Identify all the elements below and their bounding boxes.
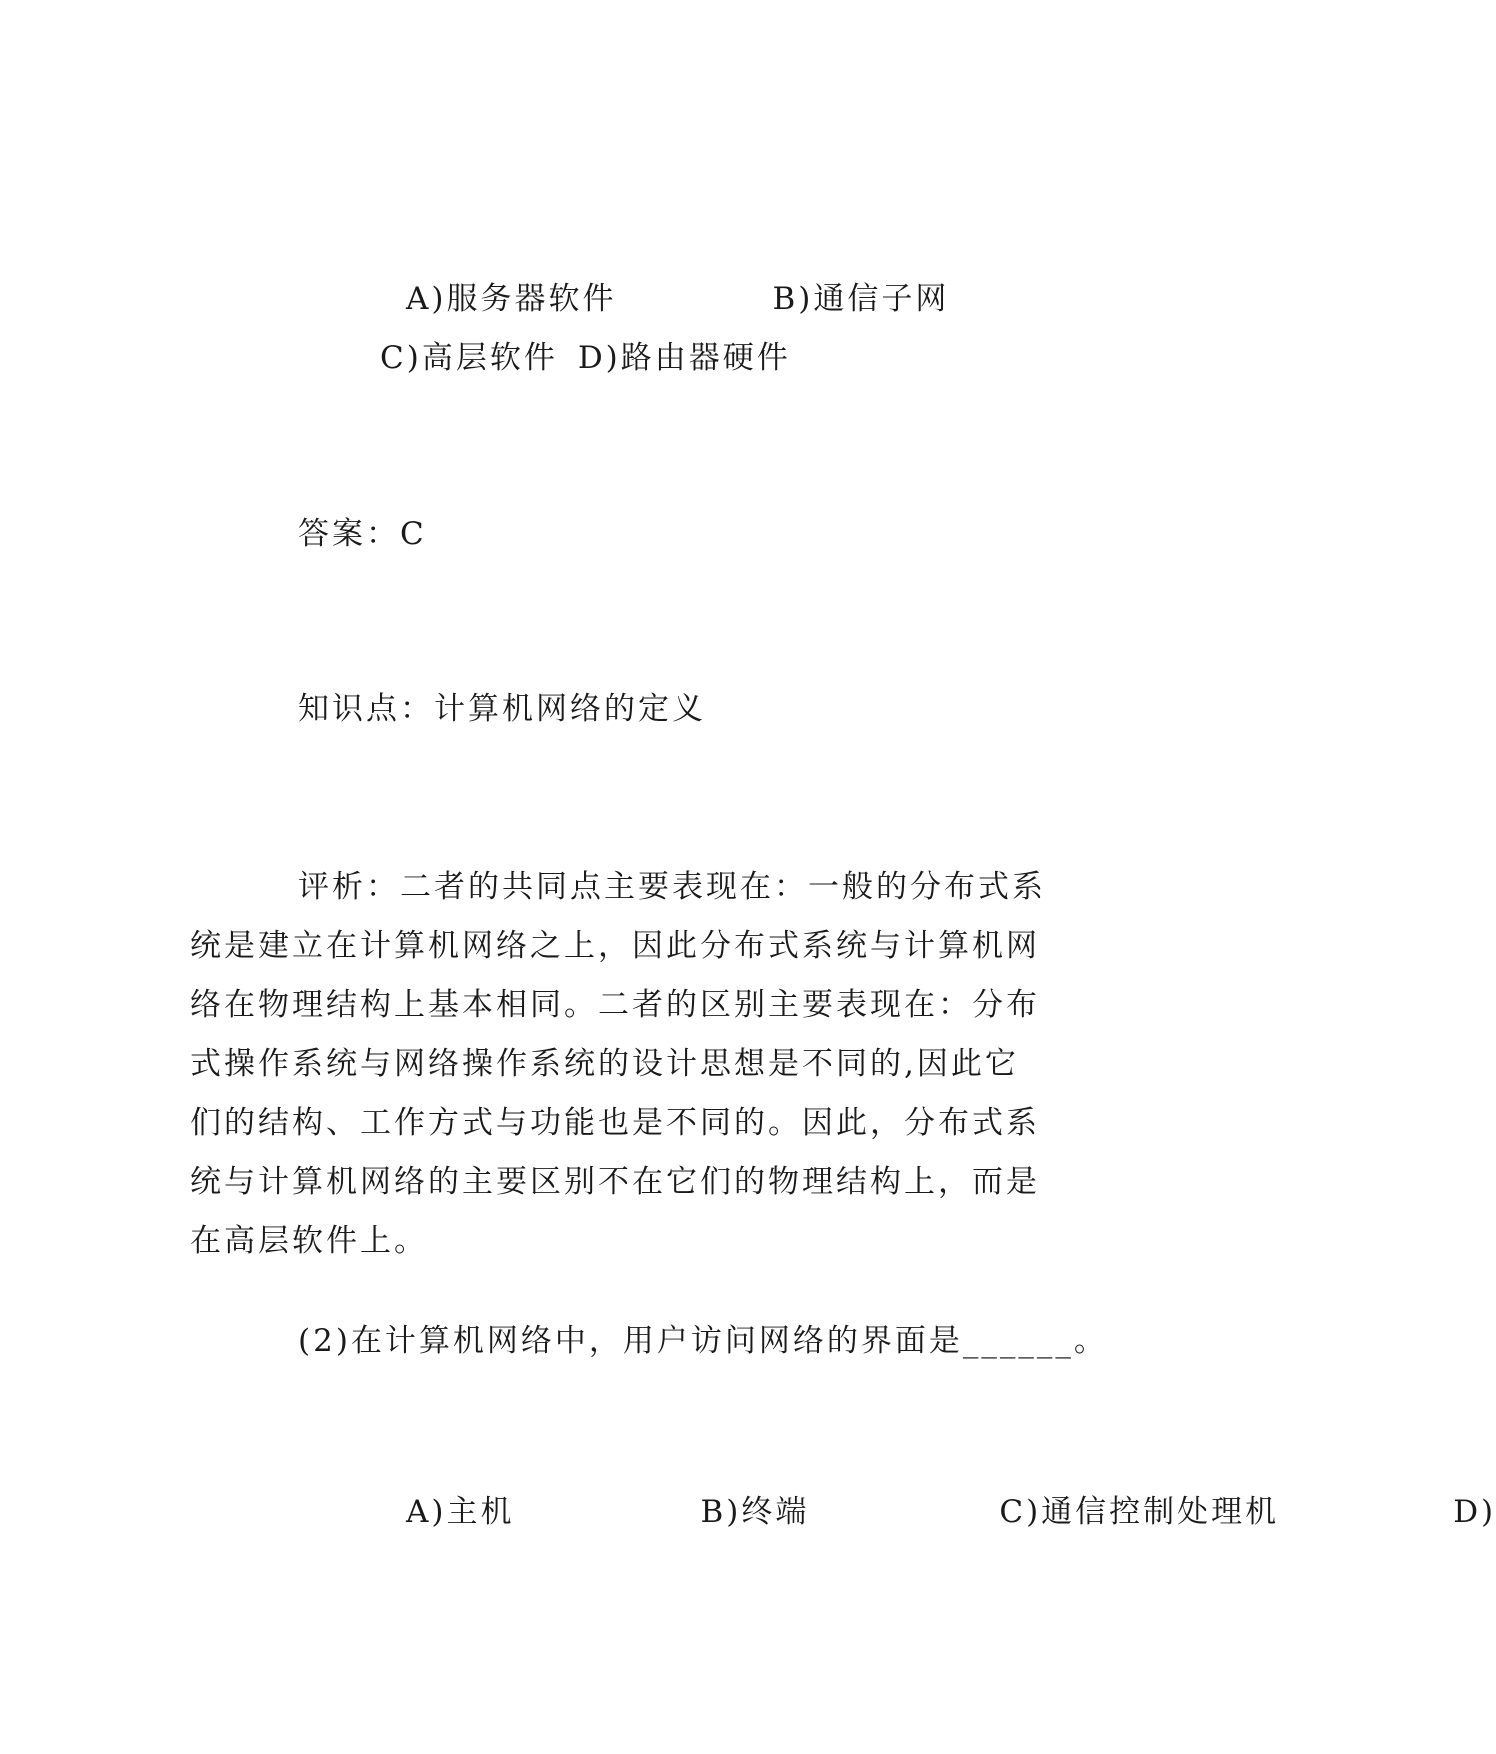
option-b: B)通信子网 xyxy=(772,281,950,317)
q2-option-a: A)主机 xyxy=(406,1494,515,1530)
q2-option-b: B)终端 xyxy=(700,1494,810,1530)
question1-options xyxy=(190,270,1050,388)
knowledge-point-line: 知识点：计算机网络的定义 xyxy=(298,691,706,727)
option-a: A)服务器软件 xyxy=(406,281,617,317)
analysis-paragraph: 评析：二者的共同点主要表现在：一般的分布式系统是建立在计算机网络之上，因此分布式系统与计算机网络在物理结构上基本相同。二者的区别主要表现在：分布式操作系统与网络操作系统的设计思想是不同的,因此它们的结构、工作方式与功能也是不同的。因此，分布式系统与计算机网络的主要区别不在它们的物理结构上，而是在高层软件上。 xyxy=(190,869,1046,1259)
question2-options xyxy=(190,1483,1496,1542)
question2-stem: (2)在计算机网络中，用户访问网络的界面是______。 xyxy=(298,1323,1108,1359)
option-c: C)高层软件 xyxy=(380,340,558,376)
option-d: D)路由器硬件 xyxy=(577,340,791,376)
q2-option-c: C)通信控制处理机 xyxy=(999,1494,1280,1530)
q2-option-d: D) xyxy=(1453,1494,1496,1530)
answer-line: 答案：C xyxy=(298,516,427,552)
